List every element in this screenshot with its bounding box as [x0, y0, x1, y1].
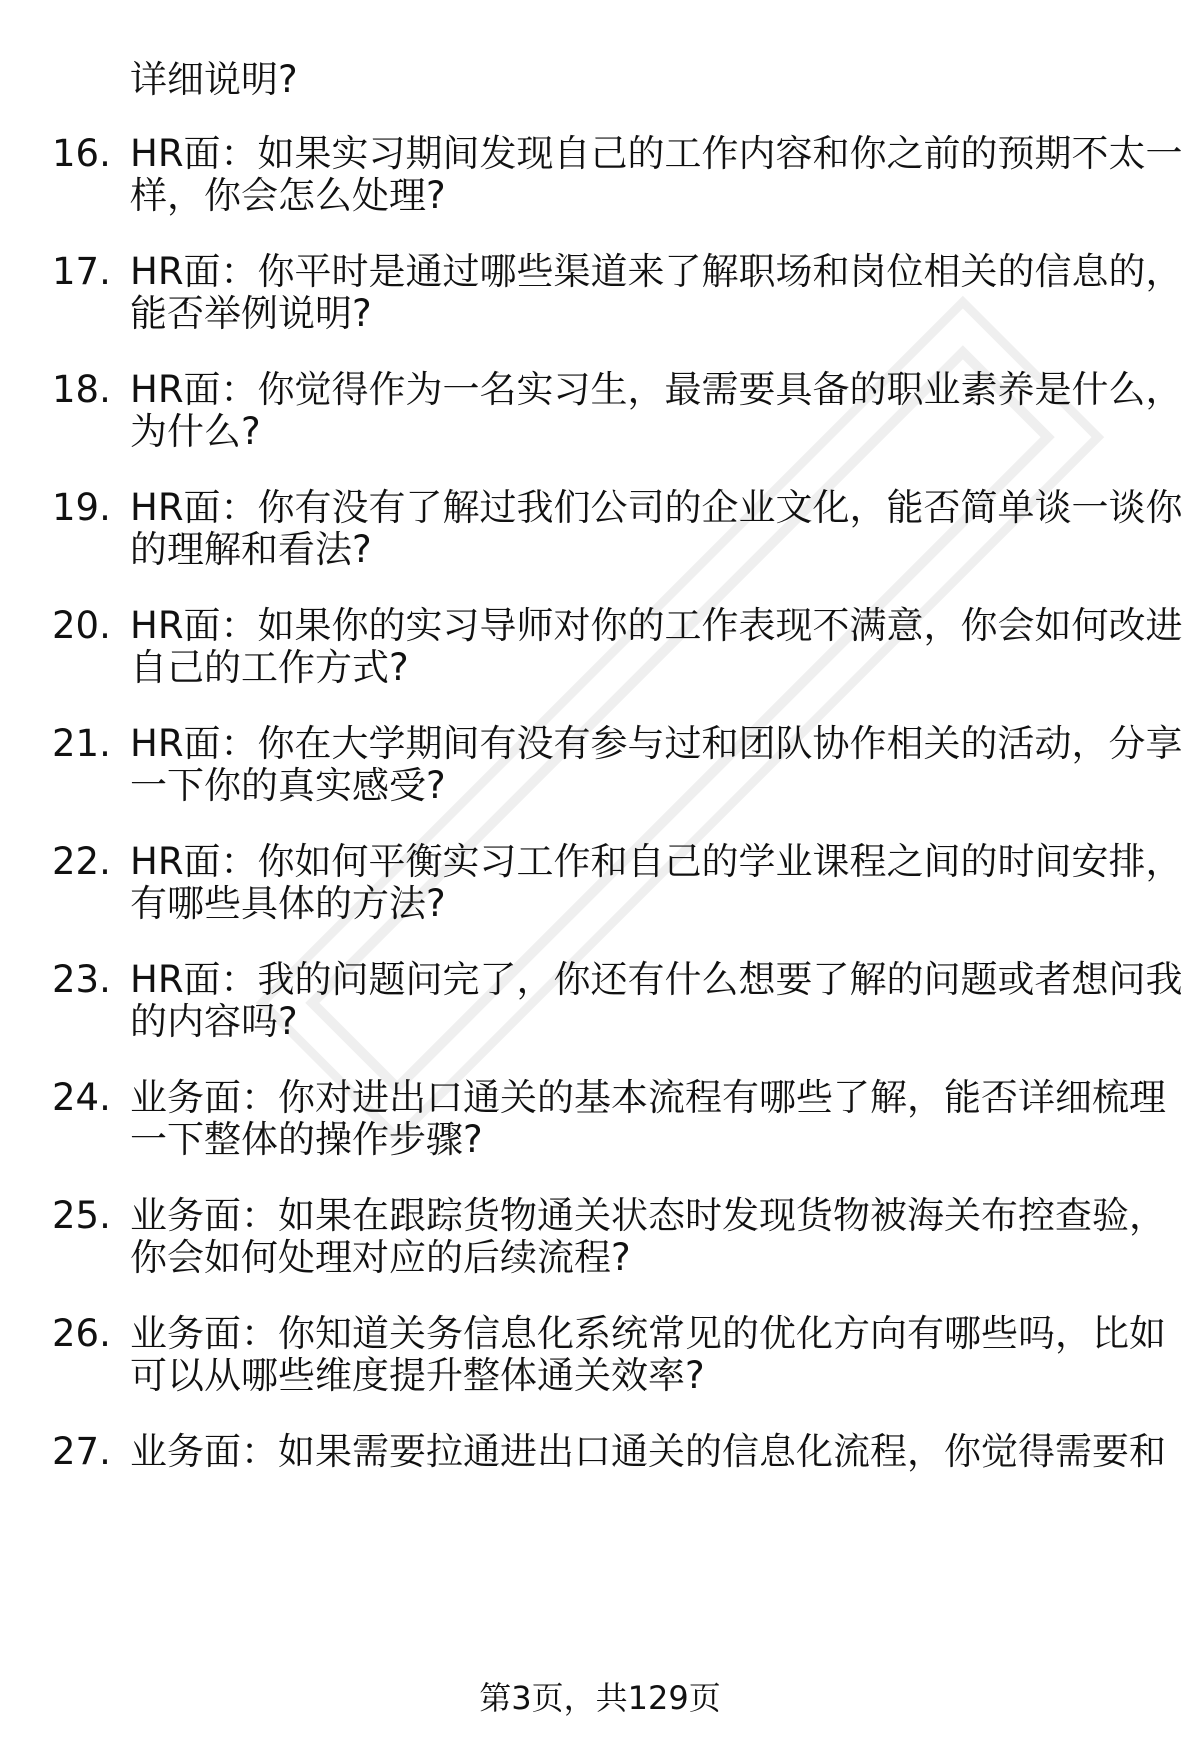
question-text-line2: 样，你会怎么处理? — [130, 174, 446, 217]
question-text-line1: HR面：你有没有了解过我们公司的企业文化，能否简单谈一谈你 — [130, 486, 1183, 529]
question-text-line2: 的内容吗? — [130, 1000, 298, 1043]
question-number: 20. — [52, 604, 111, 647]
question-text-line1: HR面：如果你的实习导师对你的工作表现不满意，你会如何改进 — [130, 604, 1183, 647]
question-text-line2: 可以从哪些维度提升整体通关效率? — [130, 1354, 705, 1397]
question-number: 18. — [52, 368, 111, 411]
question-text-line1: 业务面：如果需要拉通进出口通关的信息化流程，你觉得需要和 — [130, 1430, 1166, 1473]
question-number: 22. — [52, 840, 111, 883]
question-number: 23. — [52, 958, 111, 1001]
question-text-line2: 的理解和看法? — [130, 528, 372, 571]
question-text-line2: 你会如何处理对应的后续流程? — [130, 1236, 631, 1279]
question-text-line2: 有哪些具体的方法? — [130, 882, 446, 925]
question-text-line2: 一下整体的操作步骤? — [130, 1118, 483, 1161]
question-number: 25. — [52, 1194, 111, 1237]
question-number: 17. — [52, 250, 111, 293]
question-number: 24. — [52, 1076, 111, 1119]
question-number: 19. — [52, 486, 111, 529]
question-text-line1: 业务面：你对进出口通关的基本流程有哪些了解，能否详细梳理 — [130, 1076, 1166, 1119]
question-number: 16. — [52, 132, 111, 175]
continued-question-line: 详细说明? — [130, 58, 298, 101]
question-text-line2: 一下你的真实感受? — [130, 764, 446, 807]
question-text-line2: 自己的工作方式? — [130, 646, 409, 689]
question-text-line1: HR面：如果实习期间发现自己的工作内容和你之前的预期不太一 — [130, 132, 1183, 175]
question-text-line1: 业务面：你知道关务信息化系统常见的优化方向有哪些吗，比如 — [130, 1312, 1166, 1355]
question-text-line1: HR面：你在大学期间有没有参与过和团队协作相关的活动，分享 — [130, 722, 1183, 765]
question-number: 26. — [52, 1312, 111, 1355]
question-text-line2: 能否举例说明? — [130, 292, 372, 335]
question-text-line1: HR面：你觉得作为一名实习生，最需要具备的职业素养是什么， — [130, 368, 1183, 411]
question-number: 27. — [52, 1430, 111, 1473]
page-footer: 第3页，共129页 — [479, 1679, 721, 1717]
question-text-line1: 业务面：如果在跟踪货物通关状态时发现货物被海关布控查验， — [130, 1194, 1166, 1237]
question-text-line2: 为什么? — [130, 410, 261, 453]
question-text-line1: HR面：你平时是通过哪些渠道来了解职场和岗位相关的信息的， — [130, 250, 1183, 293]
question-number: 21. — [52, 722, 111, 765]
question-text-line1: HR面：你如何平衡实习工作和自己的学业课程之间的时间安排， — [130, 840, 1183, 883]
question-text-line1: HR面：我的问题问完了，你还有什么想要了解的问题或者想问我 — [130, 958, 1183, 1001]
